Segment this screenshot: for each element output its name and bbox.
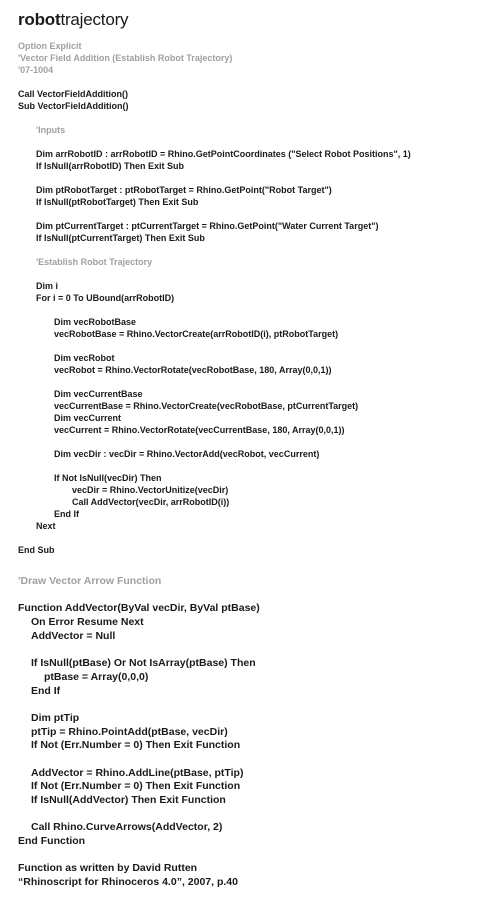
code-line: vecDir = Rhino.VectorUnitize(vecDir) <box>72 485 229 495</box>
code-comment-line: 'Establish Robot Trajectory <box>36 257 153 267</box>
code-line: If IsNull(ptCurrentTarget) Then Exit Sub <box>36 233 205 243</box>
code-line: For i = 0 To UBound(arrRobotID) <box>36 293 175 303</box>
code-line: ptBase = Array(0,0,0) <box>44 670 149 683</box>
blank-line <box>18 172 498 184</box>
code-listing-function <box>18 575 498 890</box>
document-title <box>18 10 128 30</box>
code-line: Function as written by David Rutten <box>18 862 198 875</box>
code-line: Dim i <box>36 281 59 291</box>
code-line: vecCurrent = Rhino.VectorRotate(vecCurrentBase, 180, Array(0,0,1)) <box>54 425 345 435</box>
blank-line <box>18 304 498 316</box>
blank-line <box>18 268 498 280</box>
blank-line <box>18 698 498 712</box>
blank-line <box>18 376 498 388</box>
code-comment-line: Option Explicit <box>18 41 82 51</box>
code-line: vecCurrentBase = Rhino.VectorCreate(vecRobotBase, ptCurrentTarget) <box>54 401 359 411</box>
blank-line <box>18 849 498 863</box>
code-line: If IsNull(ptBase) Or Not IsArray(ptBase) Then <box>31 657 256 670</box>
code-line: vecRobot = Rhino.VectorRotate(vecRobotBase, 180, Array(0,0,1)) <box>54 365 332 375</box>
code-line: Dim ptRobotTarget : ptRobotTarget = Rhino.GetPoint("Robot Target") <box>36 185 332 195</box>
code-line: AddVector = Null <box>31 629 116 642</box>
blank-line <box>18 208 498 220</box>
blank-line <box>18 340 498 352</box>
code-line: Dim vecDir : vecDir = Rhino.VectorAdd(vecRobot, vecCurrent) <box>54 449 320 459</box>
code-line: Call VectorFieldAddition() <box>18 89 129 99</box>
code-line: End Sub <box>18 545 55 555</box>
code-line: Next <box>36 521 56 531</box>
code-line: Dim vecRobot <box>54 353 115 363</box>
blank-line <box>18 643 498 657</box>
code-comment-line: 'Inputs <box>36 125 66 135</box>
code-line: “Rhinoscript for Rhinoceros 4.0”, 2007, p.40 <box>18 876 238 889</box>
code-line: AddVector = Rhino.AddLine(ptBase, ptTip) <box>31 766 244 779</box>
blank-line <box>18 532 498 544</box>
blank-line <box>18 244 498 256</box>
blank-line <box>18 112 498 124</box>
code-comment-line: '07-1004 <box>18 65 54 75</box>
blank-line <box>18 436 498 448</box>
code-line: vecRobotBase = Rhino.VectorCreate(arrRobotID(i), ptRobotTarget) <box>54 329 339 339</box>
code-line: Sub VectorFieldAddition() <box>18 101 129 111</box>
code-line: Dim ptCurrentTarget : ptCurrentTarget = Rhino.GetPoint("Water Current Target") <box>36 221 379 231</box>
code-line: If IsNull(arrRobotID) Then Exit Sub <box>36 161 184 171</box>
code-line: Call Rhino.CurveArrows(AddVector, 2) <box>31 821 223 834</box>
blank-line <box>18 753 498 767</box>
code-line: Dim ptTip <box>31 711 80 724</box>
code-line: ptTip = Rhino.PointAdd(ptBase, vecDir) <box>31 725 228 738</box>
blank-line <box>18 460 498 472</box>
code-line: Function AddVector(ByVal vecDir, ByVal ptBase) <box>18 602 260 615</box>
code-line: If Not IsNull(vecDir) Then <box>54 473 162 483</box>
code-line: Dim vecCurrent <box>54 413 122 423</box>
code-listing-main <box>18 40 498 556</box>
code-line: If Not (Err.Number = 0) Then Exit Function <box>31 739 241 752</box>
code-comment-line: 'Vector Field Addition (Establish Robot Trajectory) <box>18 53 233 63</box>
code-line: If Not (Err.Number = 0) Then Exit Function <box>31 780 241 793</box>
blank-line <box>18 808 498 822</box>
code-line: Dim arrRobotID : arrRobotID = Rhino.GetPointCoordinates ("Select Robot Positions", 1) <box>36 149 411 159</box>
code-line: On Error Resume Next <box>31 616 144 629</box>
code-line: End If <box>31 684 61 697</box>
blank-line <box>18 76 498 88</box>
code-line: End Function <box>18 835 86 848</box>
blank-line <box>18 589 498 603</box>
code-line: If IsNull(ptRobotTarget) Then Exit Sub <box>36 197 199 207</box>
code-line: Call AddVector(vecDir, arrRobotID(i)) <box>72 497 230 507</box>
code-line: If IsNull(AddVector) Then Exit Function <box>31 794 226 806</box>
title-bold-word: robot <box>18 10 61 29</box>
title-light-word: trajectory <box>60 10 129 29</box>
code-line: Dim vecRobotBase <box>54 317 137 327</box>
code-comment-line: 'Draw Vector Arrow Function <box>18 575 162 587</box>
blank-line <box>18 136 498 148</box>
code-line: End If <box>54 509 79 519</box>
code-line: Dim vecCurrentBase <box>54 389 143 399</box>
